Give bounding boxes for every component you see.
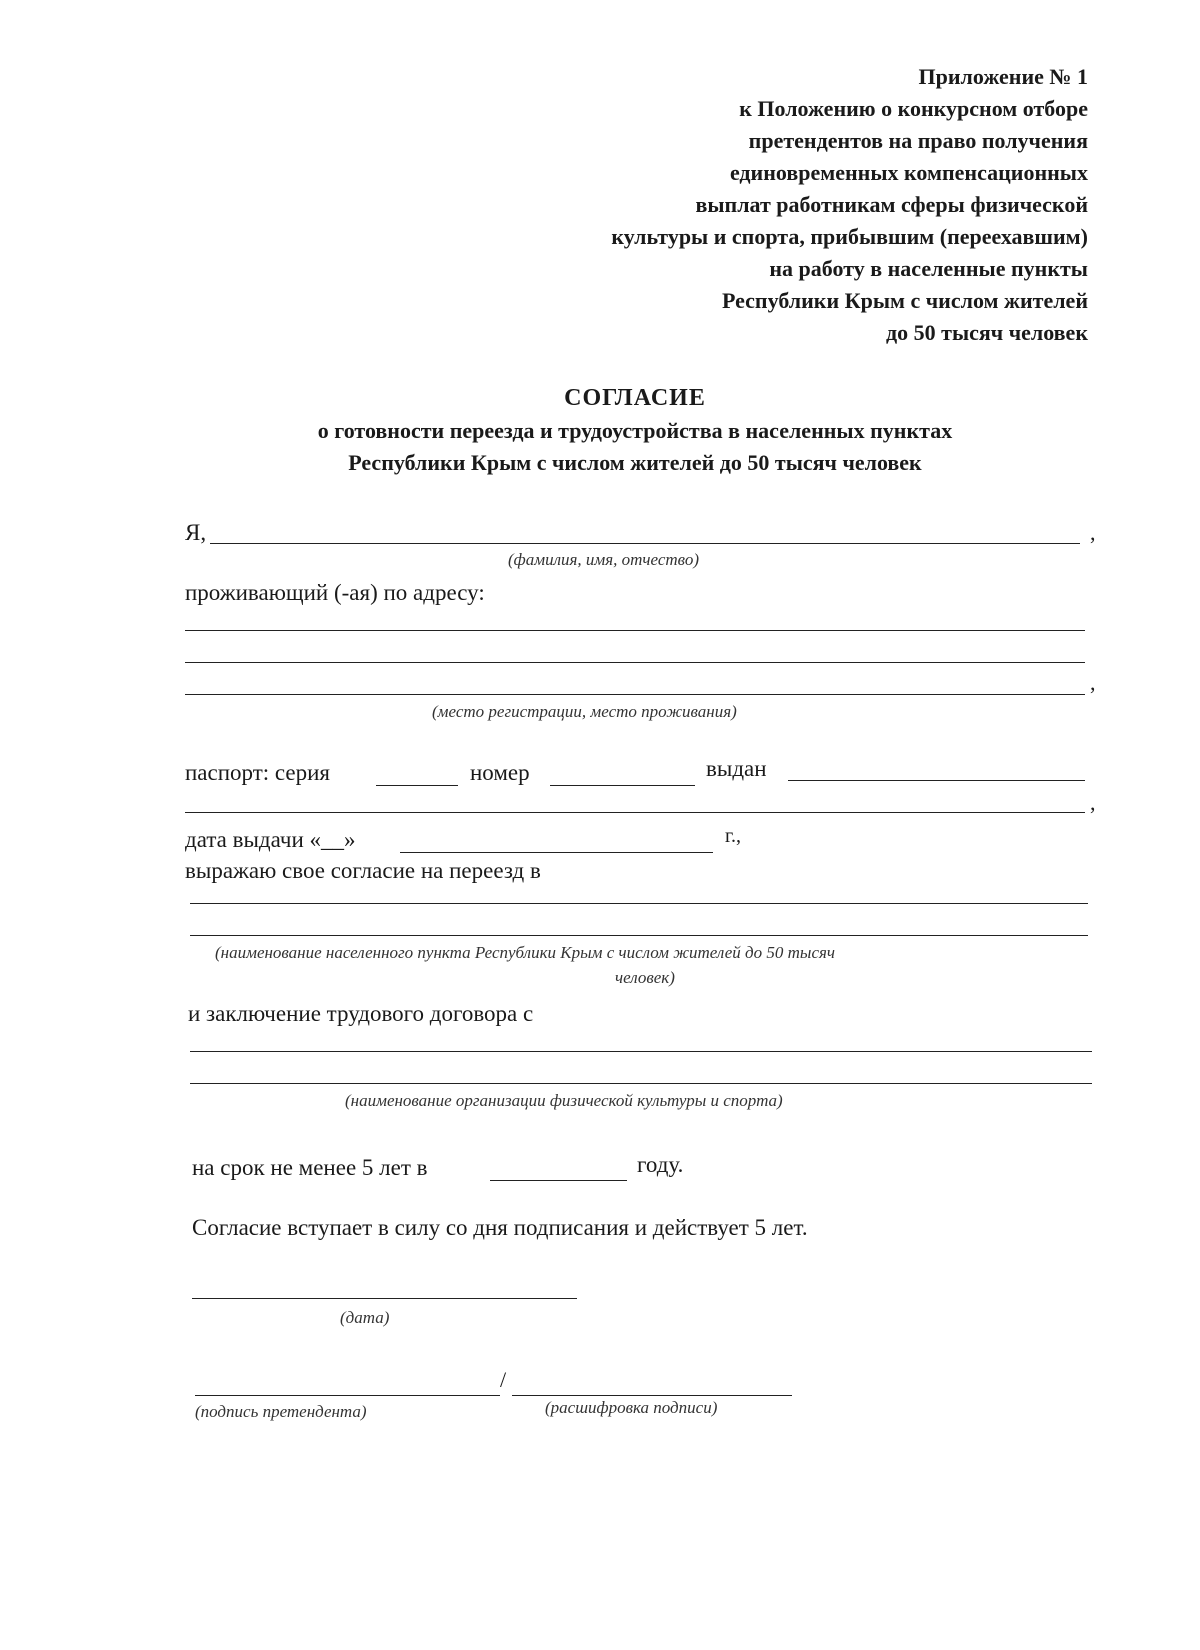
- signature-decode-caption: (расшифровка подписи): [545, 1398, 718, 1417]
- signature-slash: /: [500, 1367, 507, 1392]
- organization-field-line-1[interactable]: [190, 1051, 1092, 1052]
- settlement-field-line-1[interactable]: [190, 903, 1088, 904]
- validity-text: Согласие вступает в силу со дня подписания и действует 5 лет.: [192, 1215, 808, 1240]
- contract-label: и заключение трудового договора с: [188, 1001, 534, 1026]
- fio-field-line[interactable]: [210, 543, 1080, 544]
- date-caption: (дата): [340, 1308, 390, 1327]
- signature-caption: (подпись претендента): [195, 1402, 367, 1421]
- consent-move-label: выражаю свое согласие на переезд в: [185, 858, 541, 883]
- term-year-field[interactable]: [490, 1180, 627, 1181]
- organization-caption: (наименование организации физической культуры и спорта): [345, 1091, 783, 1110]
- settlement-caption: (наименование населенного пункта Республики Крым с числом жителей до 50 тысяч: [215, 943, 836, 962]
- fio-caption: (фамилия, имя, отчество): [508, 550, 699, 569]
- settlement-caption-cont: человек): [615, 968, 675, 987]
- term-label: на срок не менее 5 лет в: [192, 1155, 428, 1180]
- passport-issued-field-2[interactable]: [185, 812, 1085, 813]
- header-line: к Положению о конкурсном отборе: [739, 96, 1088, 121]
- passport-series-field[interactable]: [376, 785, 458, 786]
- organization-field-line-2[interactable]: [190, 1083, 1092, 1084]
- header-line: Республики Крым с числом жителей: [721, 288, 1088, 313]
- date-field[interactable]: [192, 1298, 577, 1299]
- signature-field[interactable]: [195, 1395, 500, 1396]
- header-line: претендентов на право получения: [748, 128, 1088, 153]
- signature-decode-field[interactable]: [512, 1395, 792, 1396]
- address-label: проживающий (-ая) по адресу:: [185, 580, 485, 605]
- header-line: до 50 тысяч человек: [886, 320, 1088, 345]
- address-field-line-3[interactable]: [185, 694, 1085, 695]
- document-subtitle: Республики Крым с числом жителей до 50 тысяч человек: [348, 450, 922, 475]
- appendix-number: Приложение № 1: [918, 64, 1088, 89]
- issue-date-label: дата выдачи «__»: [185, 827, 356, 852]
- address-field-line-2[interactable]: [185, 662, 1085, 663]
- passport-number-field[interactable]: [550, 785, 695, 786]
- document-subtitle: о готовности переезда и трудоустройства в населенных пунктах: [317, 418, 953, 443]
- header-line: единовременных компенсационных: [729, 160, 1088, 185]
- header-line: на работу в населенные пункты: [769, 256, 1088, 281]
- address-field-line-1[interactable]: [185, 630, 1085, 631]
- passport-series-label: паспорт: серия: [185, 760, 331, 785]
- term-suffix: году.: [637, 1152, 684, 1177]
- address-caption: (место регистрации, место проживания): [432, 702, 737, 721]
- settlement-field-line-2[interactable]: [190, 935, 1088, 936]
- header-line: культуры и спорта, прибывшим (переехавшим): [611, 224, 1088, 249]
- issue-date-field[interactable]: [400, 852, 713, 853]
- fio-comma: ,: [1090, 520, 1096, 545]
- document-title: СОГЛАСИЕ: [564, 385, 706, 411]
- header-line: выплат работникам сферы физической: [695, 192, 1088, 217]
- passport-comma: ,: [1090, 790, 1096, 815]
- passport-issued-label: выдан: [706, 756, 767, 781]
- passport-issued-field[interactable]: [788, 780, 1085, 781]
- address-comma: ,: [1090, 670, 1096, 695]
- i-label: Я,: [185, 520, 207, 545]
- passport-number-label: номер: [470, 760, 530, 785]
- year-suffix: г.,: [725, 825, 741, 847]
